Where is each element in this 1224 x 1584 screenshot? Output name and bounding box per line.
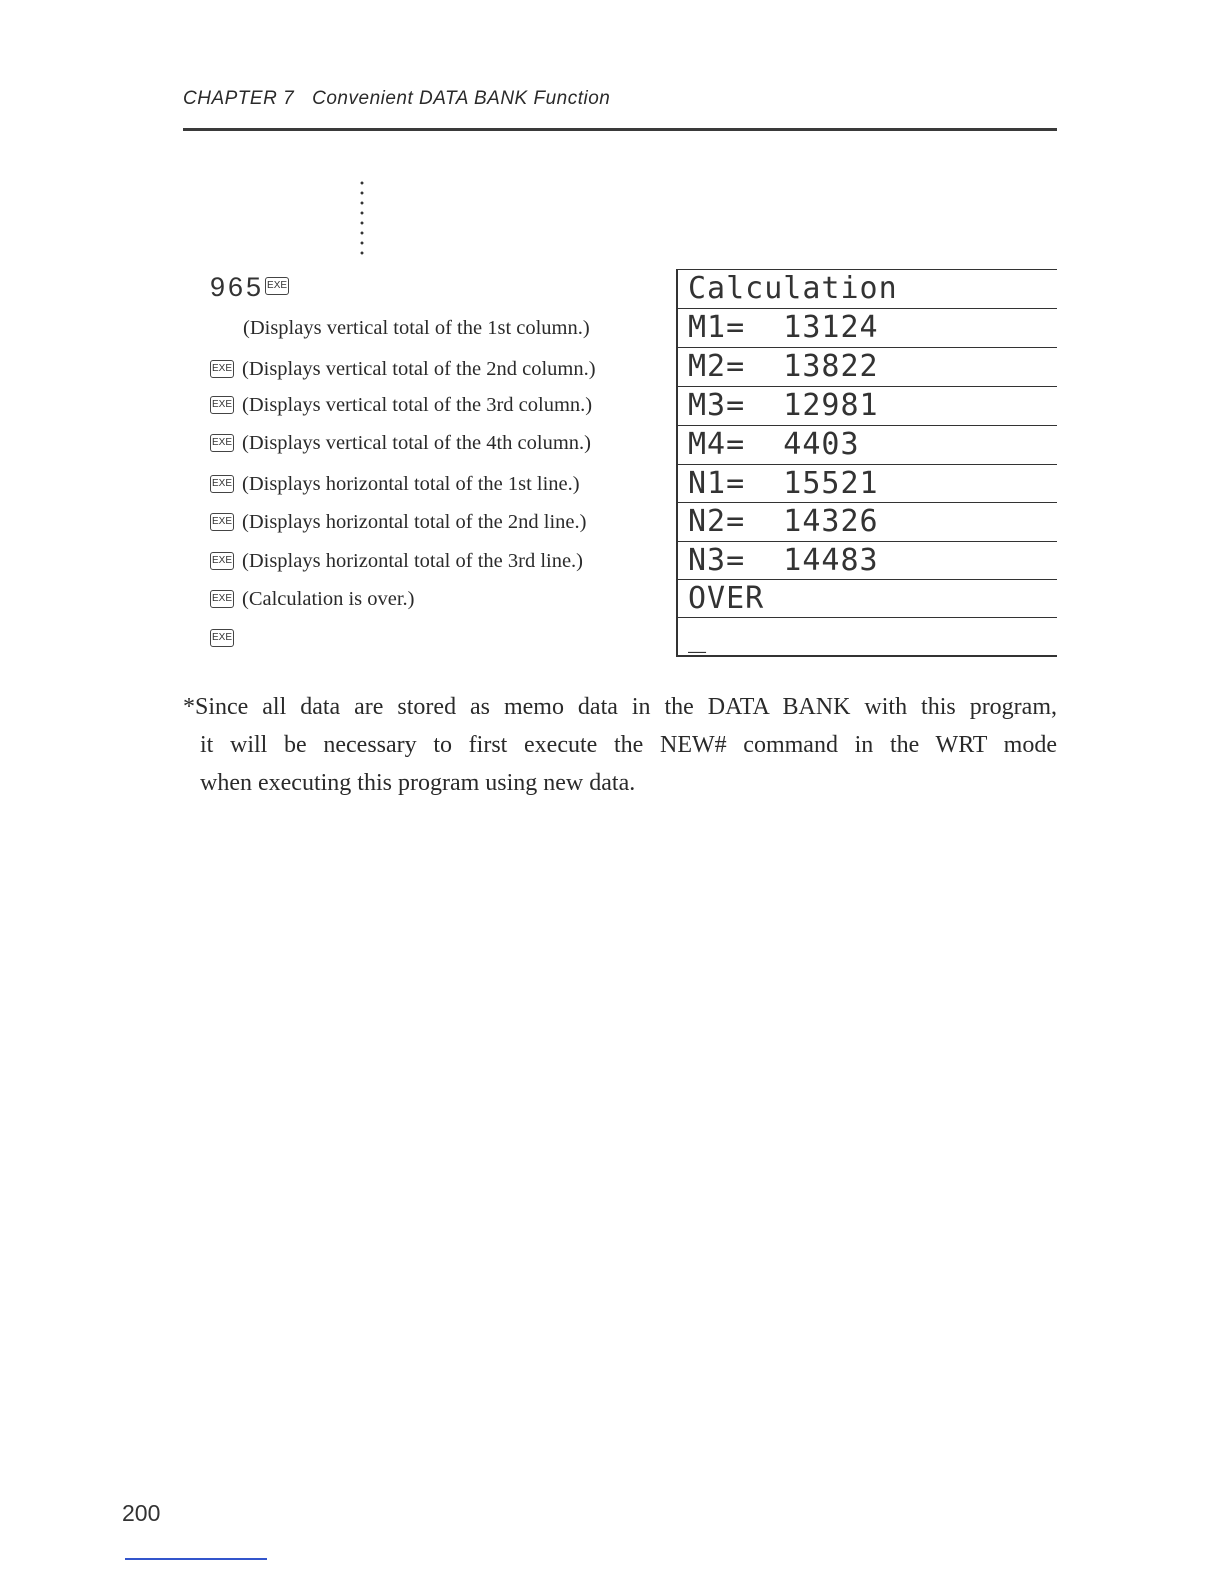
exe-key-icon: EXE — [210, 434, 234, 452]
exe-key-icon: EXE — [210, 513, 234, 531]
step-4 — [210, 428, 591, 458]
chapter-title: Convenient DATA BANK Function — [312, 88, 611, 109]
step-text: (Displays vertical total of the 3rd column.) — [242, 393, 593, 416]
lcd-line-m2: M2= 13822 — [676, 347, 1057, 385]
chapter-number: CHAPTER 7 — [183, 88, 295, 109]
lcd-line-cursor: _ — [676, 617, 1057, 655]
exe-key-icon: EXE — [210, 590, 234, 608]
step-2 — [210, 354, 596, 384]
footnote-line-3: when executing this program using new data. — [200, 770, 636, 796]
step-text: (Displays horizontal total of the 1st line.) — [242, 472, 580, 495]
step-text: (Displays vertical total of the 1st column.) — [243, 316, 590, 339]
lcd-line-m1: M1= 13124 — [676, 308, 1057, 346]
step-text: (Displays horizontal total of the 2nd line.) — [242, 510, 587, 533]
step-1 — [243, 313, 590, 343]
footnote-line-1: *Since all data are stored as memo data in the DATA BANK with this program, — [183, 694, 1057, 720]
page-number: 200 — [122, 1500, 161, 1526]
lcd-line-over: OVER — [676, 579, 1057, 617]
entry-value: 965 — [210, 272, 265, 302]
lcd-line-title: Calculation — [676, 269, 1057, 307]
continuation-dots — [357, 178, 367, 260]
step-text: (Displays vertical total of the 4th column.) — [242, 431, 591, 454]
lcd-line-m4: M4= 4403 — [676, 425, 1057, 463]
exe-key-icon: EXE — [265, 277, 289, 295]
step-text: (Displays horizontal total of the 3rd line.) — [242, 549, 584, 572]
step-text: (Displays vertical total of the 2nd column.) — [242, 357, 596, 380]
header-rule — [183, 128, 1057, 131]
step-6 — [210, 507, 586, 537]
lcd-display — [676, 269, 1057, 657]
chapter-header — [183, 88, 610, 110]
step-9 — [210, 623, 242, 653]
exe-key-icon: EXE — [210, 396, 234, 414]
exe-key-icon: EXE — [210, 475, 234, 493]
step-5 — [210, 469, 580, 499]
footnote-line-2: it will be necessary to first execute the NEW# command in the WRT mode — [200, 732, 1057, 758]
lcd-line-n2: N2= 14326 — [676, 502, 1057, 540]
exe-key-icon: EXE — [210, 552, 234, 570]
step-text: (Calculation is over.) — [242, 587, 415, 610]
lcd-line-m3: M3= 12981 — [676, 386, 1057, 424]
lcd-border-bottom — [676, 655, 1057, 657]
step-7 — [210, 546, 583, 576]
step-8 — [210, 584, 415, 614]
key-entry — [210, 272, 289, 303]
footnote — [183, 688, 1057, 802]
exe-key-icon: EXE — [210, 360, 234, 378]
lcd-line-n1: N1= 15521 — [676, 464, 1057, 502]
exe-key-icon: EXE — [210, 629, 234, 647]
lcd-line-n3: N3= 14483 — [676, 541, 1057, 579]
footer-line — [125, 1558, 267, 1560]
step-3 — [210, 390, 592, 420]
